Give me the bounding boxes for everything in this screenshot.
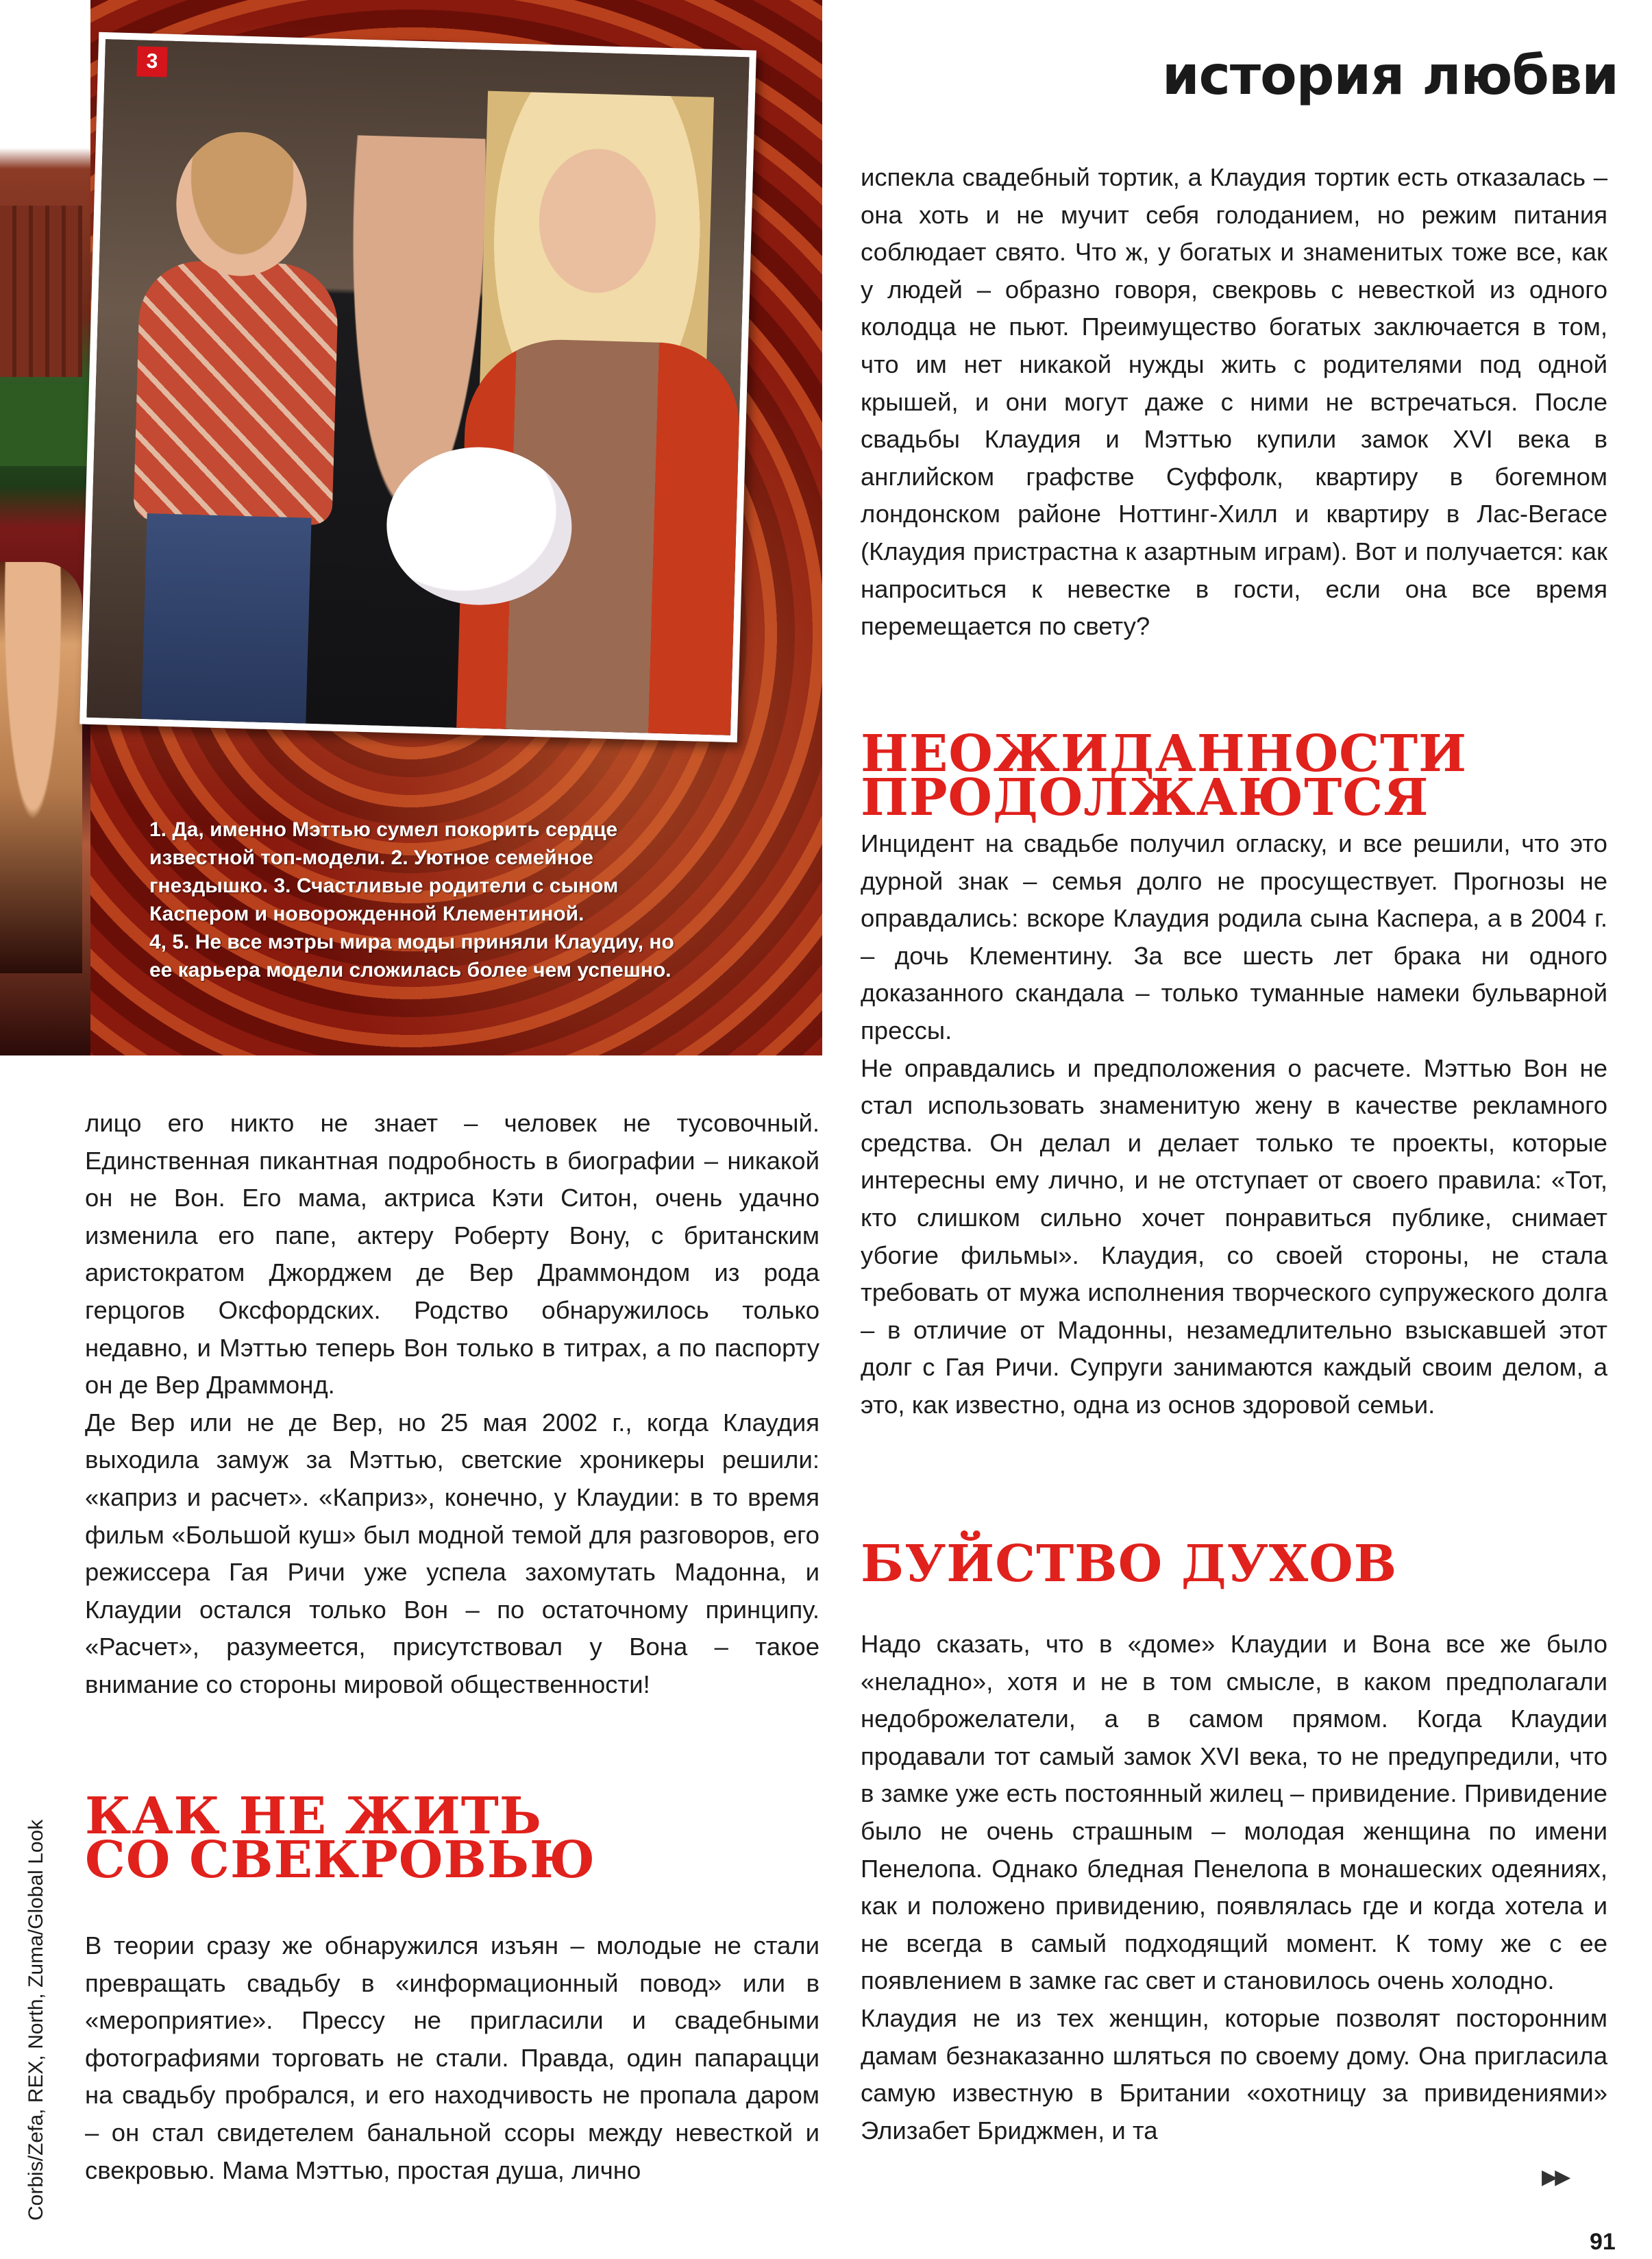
paragraph: Надо сказать, что в «доме» Клаудии и Вона все же было «неладно», хотя и не в том смысле, в каком предполагали недоброжелатели, а в самом прямом. Когда Клаудии продавали тот самый замок XVI века, то не предупредили, что в замке уже есть постоянный жилец – привидение. Привидение было не очень страшным – молодая женщина по имени Пенелопа. Однако бледная Пенелопа в монашеских одеяниях, как и положено привидению, появлялась где и когда хотела и не всегда в самый подходящий момент. К тому же с ее появлением в замке гас свет и становилось очень холодно. bbox=[861, 1630, 1607, 1995]
lawn-photo bbox=[0, 384, 90, 466]
paragraph: Не оправдались и предположения о расчете. Мэттью Вон не стал использовать знаменитую жену в качестве рекламного средства. Он делал и делает только те проекты, которые интересны ему лично, и не отступает от своего правила: «Тот, кто слишком сильно хочет понравиться публике, снимает убогие фильмы». Клаудия, со своей стороны, не стала требовать от мужа исполнения творческого супружеского долга – в отличие от Мадонны, незамедлительно взыскавшей этот долг с Гая Ричи. Супруги занимаются каждый своим делом, а это, как известно, одна из основ здоровой семьи. bbox=[861, 1053, 1607, 1419]
photo-number-badge: 3 bbox=[136, 46, 167, 77]
subheading-surprises bbox=[861, 724, 1468, 827]
photo-credit: Corbis/Zefa, REX, North, Zuma/Global Look bbox=[25, 1819, 47, 2221]
subheading-mother-in-law bbox=[85, 1787, 596, 1890]
subheading-line: КАК НЕ ЖИТЬ bbox=[85, 1787, 542, 1846]
subheading-line: ПРОДОЛЖАЮТСЯ bbox=[861, 768, 1429, 827]
left-column-text-2 bbox=[85, 1927, 819, 2189]
subheading-ghosts bbox=[861, 1535, 1398, 1593]
section-header: история любви bbox=[1162, 45, 1618, 107]
subheading-line: НЕОЖИДАННОСТИ bbox=[861, 724, 1468, 783]
photo-caption bbox=[149, 816, 759, 984]
paragraph: Де Вер или не де Вер, но 25 мая 2002 г., когда Клаудия выходила замуж за Мэттью, светские хроникеры решили: «каприз и расчет». «Каприз», конечно, у Клаудии: в то время фильм «Большой куш» был модной темой для разговоров, его режиссера Гая Ричи уже успела захомутать Мадонна, и Клаудии остался только Вон – по остаточному принципу. «Расчет», разумеется, присутствовал у Вона – такое внимание со стороны мировой общественности! bbox=[85, 1408, 819, 1698]
caption-line: 1. Да, именно Мэттью сумел покорить сердце bbox=[149, 818, 618, 841]
house-photo bbox=[0, 206, 82, 377]
family-photo bbox=[79, 32, 756, 742]
paragraph: испекла свадебный тортик, а Клаудия тортик есть отказалась – она хоть и не мучит себя голоданием, но режим питания соблюдает свято. Что ж, у богатых и знаменитых тоже все, как у людей – образно говоря, свекровь с невесткой из одного колодца не пьют. Преимущество богатых заключается в том, что им нет никакой нужды жить с родителями под одной крышей, и они могут даже с ними не встречаться. После свадьбы Клаудия и Мэттью купили замок XVI века в английском графстве Суффолк, квартиру в богемном лондонском районе Ноттинг-Хилл и квартиру в Лас-Вегасе (Клаудия пристрастна к азартным играм). Вот и получается: как напроситься к невестке в гости, если она все время перемещается по свету? bbox=[861, 163, 1607, 641]
paragraph: В теории сразу же обнаружился изъян – молодые не стали превращать свадьбу в «информационный повод» или в «мероприятие». Прессу не пригласили и свадебными фотографиями торговать не стали. Правда, один папарацци на свадьбу пробрался, и его находчивость не пропала даром – он стал свидетелем банальной ссоры между невесткой и свекровью. Мама Мэттью, простая душа, лично bbox=[85, 1931, 819, 2184]
subheading-line: СО СВЕКРОВЬЮ bbox=[85, 1831, 596, 1890]
subheading-line: БУЙСТВО ДУХОВ bbox=[861, 1535, 1398, 1593]
runway-model-photo bbox=[0, 562, 82, 973]
caption-line: 4, 5. Не все мэтры мира моды приняли Клаудиу, но bbox=[149, 931, 674, 953]
continue-arrows-icon: ▶▶ bbox=[1542, 2166, 1568, 2188]
caption-line: гнездышко. 3. Счастливые родители с сыном bbox=[149, 875, 619, 897]
paragraph: лицо его никто не знает – человек не тусовочный. Единственная пикантная подробность в биографии – никакой он не Вон. Его мама, актриса Кэти Ситон, очень удачно изменила его папе, актеру Роберту Вону, с британским аристократом Джорджем де Вер Драммондом из рода герцогов Оксфордских. Родство обнаружилось только недавно, и Мэттью теперь Вон только в титрах, а по паспорту он де Вер Драммонд. bbox=[85, 1109, 819, 1400]
paragraph: Клаудия не из тех женщин, которые позволят посторонним дамам безнаказанно шляться по своему дому. Она пригласила самую известную в Британии «охотницу за привидениями» Элизабет Бриджмен, и та bbox=[861, 2003, 1607, 2145]
caption-line: известной топ-модели. 2. Уютное семейное bbox=[149, 846, 593, 869]
child-legs bbox=[141, 513, 311, 724]
page-number: 91 bbox=[1590, 2229, 1616, 2255]
photo-spread bbox=[0, 0, 822, 1055]
paragraph: Инцидент на свадьбе получил огласку, и все решили, что это дурной знак – семья долго не просуществует. Прогнозы не оправдались: вскоре Клаудия родила сына Каспера, а в 2004 г. – дочь Клементину. За все шесть лет брака ни одного доказанного скандала – только туманные намеки бульварной прессы. bbox=[861, 829, 1607, 1045]
right-column-text-3 bbox=[861, 1626, 1607, 2149]
right-column-text bbox=[861, 159, 1607, 646]
photo-strip-left bbox=[0, 0, 90, 1055]
right-column-text-2 bbox=[861, 825, 1607, 1424]
caption-line: Каспером и новорожденной Клементиной. bbox=[149, 903, 584, 925]
child-figure bbox=[133, 260, 338, 526]
caption-line: ее карьера модели сложилась более чем успешно. bbox=[149, 959, 671, 981]
left-column-text bbox=[85, 1105, 819, 1704]
